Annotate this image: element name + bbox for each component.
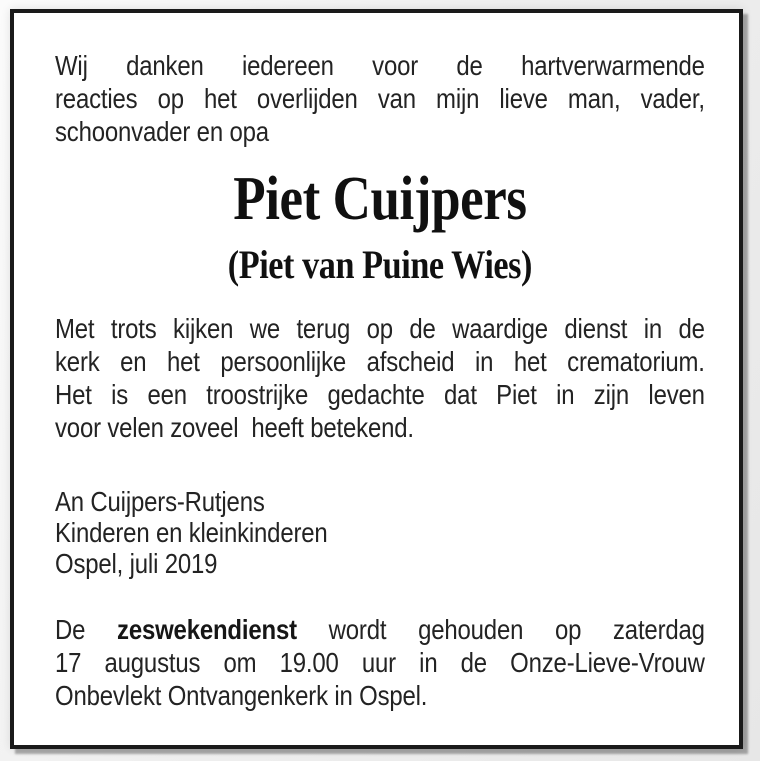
deceased-name: Piet Cuijpers [233,165,527,233]
service-line-prefix: De [55,614,118,645]
service-line: 17 augustus om 19.00 uur in de Onze-Lieve-Vrouw [55,647,705,678]
tribute-line: voor velen zoveel heeft betekend. [55,412,414,443]
signatory-place-date: Ospel, juli 2019 [55,548,218,579]
thanks-line: reacties op het overlijden van mijn lieve man, vader, [55,83,705,114]
signatory-children: Kinderen en kleinkinderen [55,517,328,548]
service-line-suffix: wordt gehouden op zaterdag [296,614,705,645]
service-paragraph [55,613,705,712]
signatory-widow: An Cuijpers-Rutjens [55,486,265,517]
tribute-line: Het is een troostrijke gedachte dat Piet in zijn leven [55,379,705,410]
thanks-line: Wij danken iedereen voor de hartverwarmende [55,50,705,81]
signatories-block [55,486,705,579]
tribute-line: kerk en het persoonlijke afscheid in het crematorium. [55,346,705,377]
tribute-line: Met trots kijken we terug op de waardige dienst in de [55,313,705,344]
tribute-paragraph [55,312,705,444]
thanks-line: schoonvader en opa [55,116,269,147]
memorial-card-content [55,49,705,712]
service-line [55,613,705,646]
deceased-nickname: (Piet van Puine Wies) [227,242,532,287]
service-bold-term: zeswekendienst [117,614,297,645]
memorial-card [10,9,743,749]
service-line: Onbevlekt Ontvangenkerk in Ospel. [55,680,428,711]
thanks-paragraph [55,49,705,148]
